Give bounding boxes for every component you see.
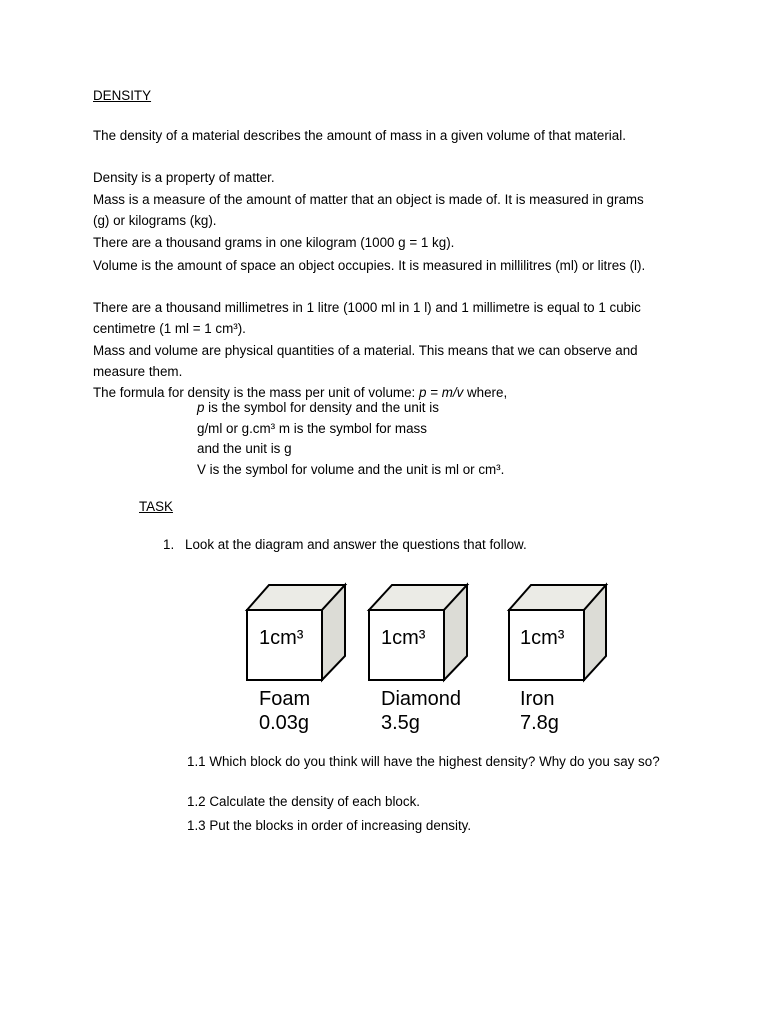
paragraph-mass: Mass is a measure of the amount of matter that an object is made of. It is measured in grams (g) or kilograms (kg). xyxy=(93,192,644,228)
paragraph-property: Density is a property of matter. xyxy=(93,170,275,185)
block-iron xyxy=(509,585,606,734)
block-diamond-name: Diamond xyxy=(381,688,462,710)
block-foam-name: Foam xyxy=(259,688,311,710)
block-diamond-volume: 1cm³ xyxy=(381,627,426,649)
formula-intro: The formula for density is the mass per unit of volume: xyxy=(93,385,419,400)
block-iron-volume: 1cm³ xyxy=(520,627,565,649)
formula-line-mass-unit: and the unit is g xyxy=(197,441,292,456)
block-foam xyxy=(247,585,345,734)
subquestion-1-1: 1.1 Which block do you think will have the highest density? Why do you say so? xyxy=(187,754,660,769)
density-symbol: p xyxy=(197,400,205,415)
paragraph-grams: There are a thousand grams in one kilogram (1000 g = 1 kg). xyxy=(93,235,455,250)
block-iron-mass: 7.8g xyxy=(520,712,559,734)
formula-expression: p = m/v xyxy=(418,385,464,400)
formula-line-volume: V is the symbol for volume and the unit is ml or cm³. xyxy=(197,462,505,477)
paragraph-millilitres: There are a thousand millimetres in 1 litre (1000 ml in 1 l) and 1 millimetre is equal to 1 cubic centimetre (1 ml = 1 cm³). xyxy=(93,300,641,336)
block-foam-volume: 1cm³ xyxy=(259,627,304,649)
block-diamond xyxy=(369,585,467,734)
block-foam-mass: 0.03g xyxy=(259,712,310,734)
paragraph-definition: The density of a material describes the amount of mass in a given volume of that material. xyxy=(93,128,626,143)
question-text: Look at the diagram and answer the questions that follow. xyxy=(185,537,527,552)
question-number: 1. xyxy=(163,537,175,552)
formula-suffix: where, xyxy=(463,385,508,400)
block-iron-name: Iron xyxy=(520,688,555,710)
subquestion-1-3: 1.3 Put the blocks in order of increasing density. xyxy=(187,818,472,833)
formula-line-units: g/ml or g.cm³ m is the symbol for mass xyxy=(197,421,427,436)
density-symbol-text: is the symbol for density and the unit is xyxy=(204,400,439,415)
paragraph-quantities: Mass and volume are physical quantities of a material. This means that we can observe and measure them. xyxy=(93,343,638,379)
subquestion-1-2: 1.2 Calculate the density of each block. xyxy=(187,794,420,809)
task-heading: TASK xyxy=(139,499,173,514)
document-title: DENSITY xyxy=(93,88,152,103)
block-diamond-mass: 3.5g xyxy=(381,712,420,734)
paragraph-volume: Volume is the amount of space an object occupies. It is measured in millilitres (ml) or litres (l). xyxy=(93,258,646,273)
